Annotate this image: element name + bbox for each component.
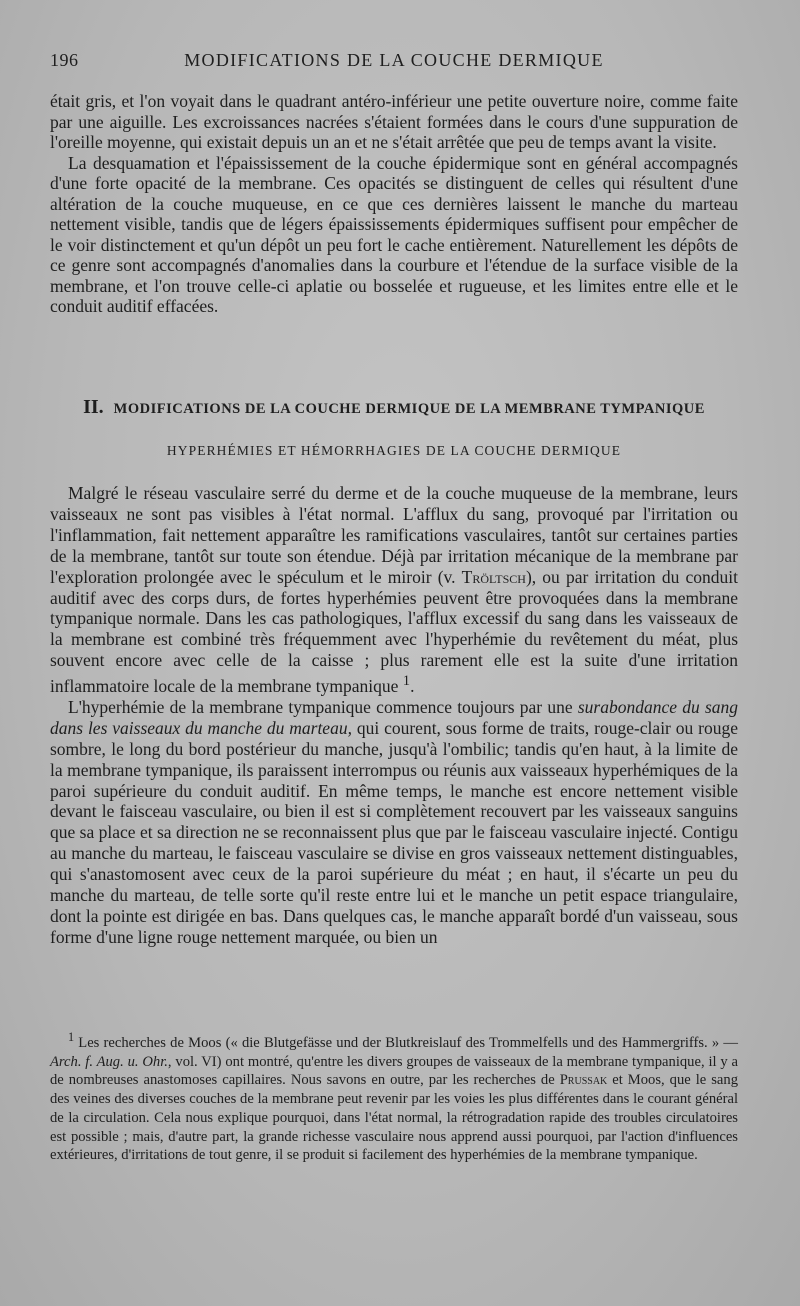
intro-text	[50, 91, 738, 317]
section-heading	[50, 396, 738, 419]
section-number: II.	[83, 396, 104, 418]
citation: Arch. f. Aug. u. Ohr.	[50, 1053, 168, 1070]
footnote-ref: 1	[402, 673, 411, 690]
running-title: MODIFICATIONS DE LA COUCHE DERMIQUE	[184, 50, 604, 70]
footnote-number: 1	[68, 1030, 75, 1044]
footnote: $^1$ Les recherches de Moos (« die Blutgefässe und der Blutkreislauf des Trommelfells und des Hammergriffs. » — Arch. f. Aug. u. Ohr., vol. VI) ont montré, qu'entre les divers groupes de vaisseaux de la membrane tympanique, il y a de nombreuses anastomoses capillaires. Nous savons en outre, par les recherches de Prussak et Moos, que le sang des veines des diverses couches de la membrane peut revenir par les voies les plus différentes dans le courant général de la circulation. Cela nous explique pourquoi, dans l'état normal, la rétrogradation rapide des troubles circulatoires est possible ; mais, d'autre part, la grande richesse vasculaire nous apprend aussi pourquoi, par l'action d'influences extérieures, d'irritations de tout genre, il se produit si facilement des hyperhémies de la membrane tympanique.	[50, 1030, 738, 1164]
section-title: MODIFICATIONS DE LA COUCHE DERMIQUE DE LA MEMBRANE TYMPANIQUE	[113, 401, 705, 417]
paragraph: Malgré le réseau vasculaire serré du derme et de la couche muqueuse de la membrane, leurs vaisseaux ne sont pas visibles à l'état normal. L'afflux du sang, provoqué par l'irritation ou l'inflammation, fait nettement apparaître les ramifications vasculaires, tantôt sur certaines parties de la membrane, tantôt sur toute son étendue. Déjà par irritation mécanique de la membrane par l'exploration prolongée avec le spéculum et le miroir (v. Tröltsch), ou par irritation du conduit auditif avec des corps durs, de fortes hyperhémies peuvent être provoquées dans la membrane tympanique normale. Dans les cas pathologiques, l'afflux excessif du sang dans les vaisseaux de la membrane est combiné très fréquemment avec l'hyperhémie du revêtement du méat, plus souvent encore avec celle de la caisse ; plus rarement elle est la suite d'une irritation inflammatoire locale de la membrane tympanique $^1$.	[50, 483, 738, 696]
main-text	[50, 483, 738, 948]
paragraph: La desquamation et l'épaississement de la couche épidermique sont en général accompagnés d'une forte opacité de la membrane. Ces opacités se distinguent de celles qui résultent d'une altération de la couche muqueuse, en ce que ces dernières laissent le manche du marteau nettement visible, tandis que de légers épaississements épidermiques suffisent pour empêcher de le voir distinctement et qu'un dépôt un peu fort le cache entièrement. Naturellement les dépôts de ce genre sont accompagnés d'anomalies dans la courbure et l'étendue de la surface visible de la membrane, et l'on trouve celle-ci aplatie ou bosselée et rugueuse, et les limites entre elle et le conduit auditif effacées.	[50, 152, 738, 316]
paragraph: était gris, et l'on voyait dans le quadrant antéro-inférieur une petite ouverture noire, comme faite par une aiguille. Les excroissances nacrées s'étaient formées dans le cours d'une suppuration de l'oreille moyenne, qui existait depuis un an et ne s'était arrêtée que peu de temps avant la visite.	[50, 91, 738, 152]
author-name: Prussak	[559, 1072, 608, 1089]
italic-phrase: surabondance du sang dans les vaisseaux du manche du marteau,	[50, 696, 739, 738]
page-number: 196	[50, 50, 79, 70]
subsection-heading: HYPERHÉMIES ET HÉMORRHAGIES DE LA COUCHE DERMIQUE	[166, 443, 622, 458]
paragraph: L'hyperhémie de la membrane tympanique commence toujours par une surabondance du sang dans les vaisseaux du manche du marteau, qui courent, sous forme de traits, rouge-clair ou rouge sombre, le long du bord postérieur du manche, jusqu'à l'ombilic; tandis qu'en haut, à la limite de la membrane tympanique, ils paraissent interrompus ou réunis aux vaisseaux hyperhémiques de la paroi supérieure du conduit auditif. En même temps, le manche est encore nettement visible devant le faisceau vasculaire, ou bien il est si complètement recouvert par les vaisseaux sanguins que sa place et sa direction ne se reconnaissent plus que par le faisceau vasculaire injecté. Contigu au manche du marteau, le faisceau vasculaire se divise en gros vaisseaux nettement distinguables, qui s'anastomosent avec ceux de la paroi supérieure du méat ; en haut, il s'écarte un peu du manche du marteau, de telle sorte qu'il reste entre lui et le manche un petit espace triangulaire, dont la pointe est dirigée en bas. Dans quelques cas, le manche apparaît bordé d'un vaisseau, sous forme d'une ligne rouge nettement marquée, ou bien un	[50, 696, 739, 947]
page-header	[50, 50, 738, 76]
author-name: Tröltsch	[461, 566, 526, 587]
